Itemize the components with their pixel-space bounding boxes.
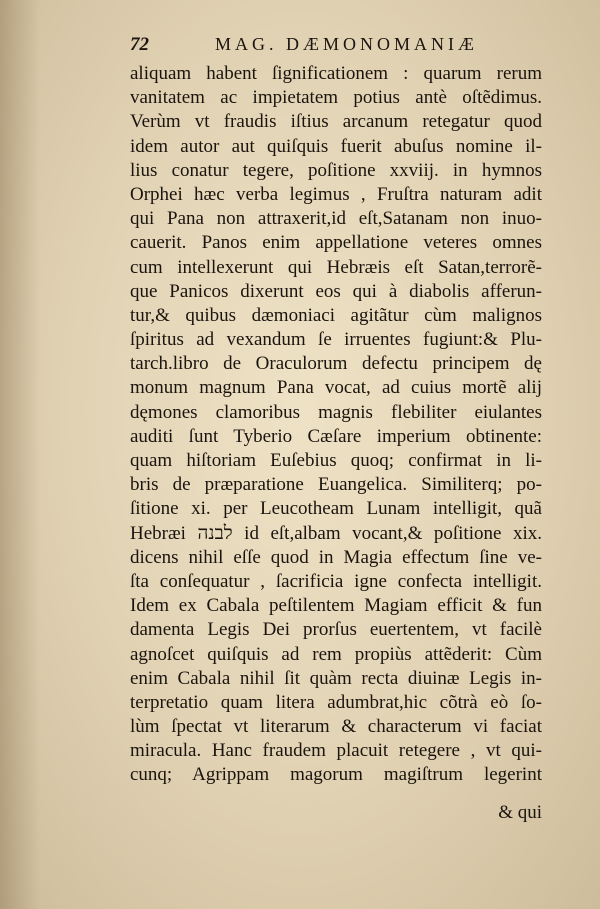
text-line: que Panicos dixerunt eos qui à diabolis afferun- bbox=[130, 280, 542, 302]
page-number: 72 bbox=[130, 34, 149, 55]
text-line: damenta Legis Dei prorſus euertentem, vt facilè bbox=[130, 619, 542, 641]
text-line: monum magnum Pana vocat, ad cuius mortẽ alij bbox=[130, 377, 542, 399]
text-line: miracula. Hanc fraudem placuit retegere , vt qui- bbox=[130, 740, 542, 762]
text-line: bris de præparatione Euangelica. Similiterq; po- bbox=[130, 474, 542, 496]
text-line: tarch.libro de Oraculorum defectu principem dę bbox=[130, 353, 542, 375]
text-line: ſpiritus ad vexandum ſe irruentes fugiunt:& Plu- bbox=[130, 329, 542, 351]
page-header bbox=[130, 32, 550, 56]
text-line: cunq; Agrippam magorum magiſtrum legerint bbox=[130, 764, 542, 786]
text-line: vanitatem ac impietatem potius antè oſtẽdimus. bbox=[130, 87, 542, 109]
text-line: quam hiſtoriam Euſebius quoq; confirmat in li- bbox=[130, 450, 542, 471]
text-line: qui Pana non attraxerit,id eſt,Satanam non inuo- bbox=[130, 208, 542, 230]
text-line: dęmones clamoribus magnis flebiliter eiulantes bbox=[130, 401, 542, 423]
text-line: ſta conſequatur , ſacrificia igne confecta intelligit. bbox=[130, 570, 542, 592]
text-line: Verùm vt fraudis iſtius arcanum retegatur quod bbox=[130, 111, 542, 133]
text-line: Orphei hæc verba legimus , Fruſtra naturam adit bbox=[130, 183, 542, 205]
catchword: & qui bbox=[498, 802, 542, 823]
text-line: cum intellexerunt qui Hebræis eſt Satan,terrorẽ- bbox=[130, 256, 542, 278]
text-line: aliquam habent ſignificationem : quarum rerum bbox=[130, 63, 542, 84]
text-line: agnoſcet quiſquis ad rem propiùs attẽderit: Cùm bbox=[130, 643, 542, 665]
text-line: ſitione xi. per Leucotheam Lunam intelligit, quã bbox=[130, 498, 542, 520]
text-line: dicens nihil eſſe quod in Magia effectum ſine ve- bbox=[130, 546, 542, 568]
text-line: tur,& quibus dæmoniaci agitãtur cùm malignos bbox=[130, 304, 542, 326]
text-line: lius conatur tegere, poſitione xxviij. in hymnos bbox=[130, 159, 542, 181]
text-line: terpretatio quam litera adumbrat,hic cõtrà eò ſo- bbox=[130, 691, 542, 713]
text-line: enim Cabala nihil ſit quàm recta diuinæ Legis in- bbox=[130, 667, 542, 689]
text-line: lùm ſpectat vt literarum & characterum vi faciat bbox=[130, 716, 542, 738]
text-line: Hebræi לבנה id eſt,albam vocant,& poſitione xix. bbox=[130, 522, 542, 544]
running-head: MAG. DÆMONOMANIÆ bbox=[215, 34, 479, 54]
text-line: idem autor aut quiſquis fuerit abuſus nomine il- bbox=[130, 135, 542, 157]
body-text bbox=[130, 62, 542, 788]
text-line: cauerit. Panos enim appellatione veteres omnes bbox=[130, 232, 542, 254]
text-line: Idem ex Cabala peſtilentem Magiam efficit & fun bbox=[130, 595, 542, 617]
text-line: auditi ſunt Tyberio Cæſare imperium obtinente: bbox=[130, 425, 542, 447]
